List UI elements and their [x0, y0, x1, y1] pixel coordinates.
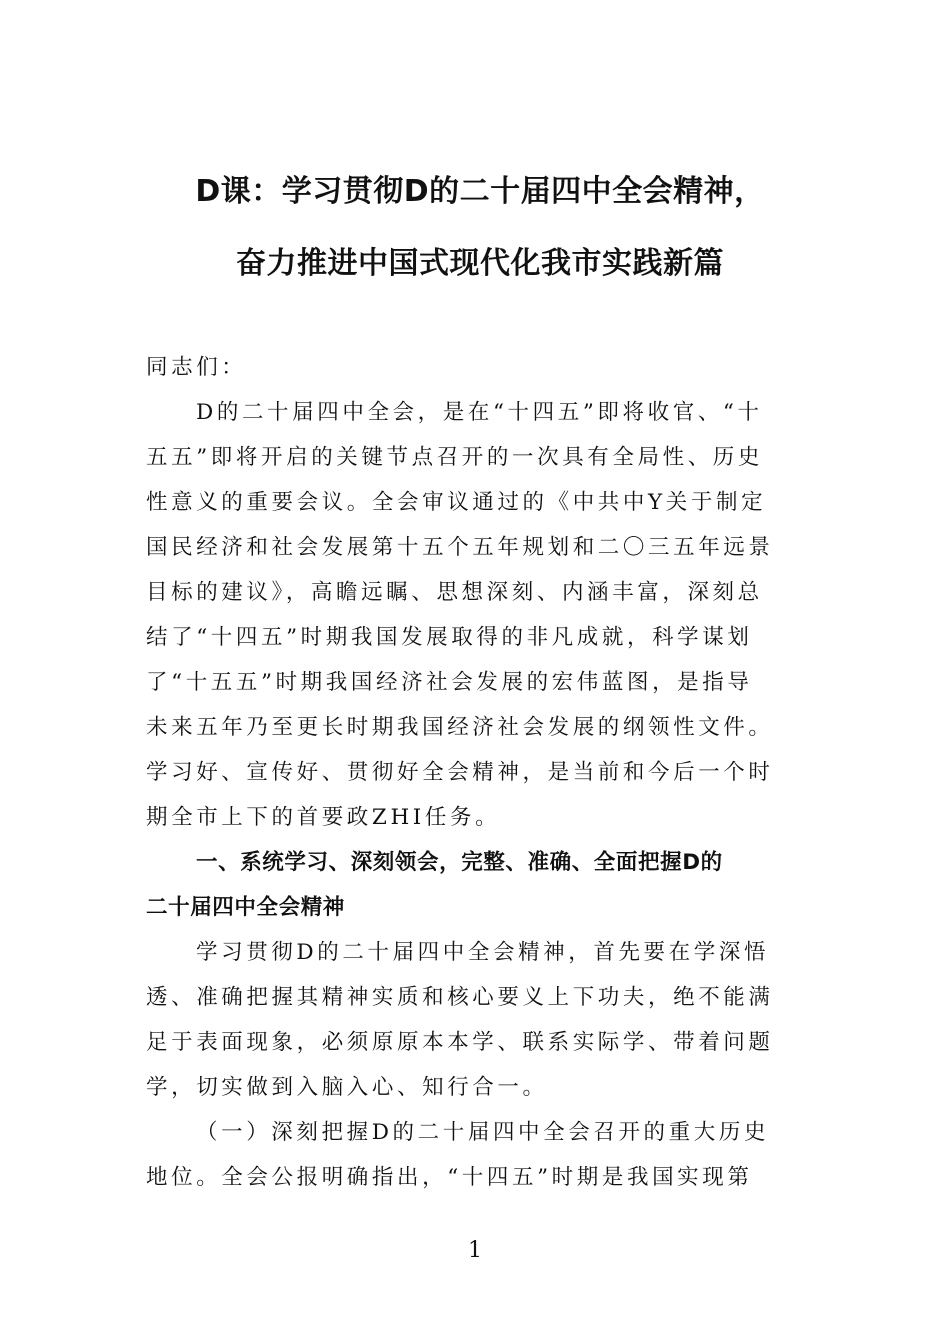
- section-1-heading-line: 二十届四中全会精神: [146, 895, 345, 920]
- paragraph-3-line: 地位。全会公报明确指出，“十四五”时期是我国实现第: [146, 1165, 753, 1190]
- paragraph-1-line: 结了“十四五”时期我国发展取得的非凡成就，科学谋划: [146, 625, 753, 650]
- document-title-line-1: D课：学习贯彻D的二十届四中全会精神，: [195, 174, 765, 209]
- salutation: 同志们：: [146, 355, 247, 380]
- paragraph-1-line: 五五”即将开启的关键节点召开的一次具有全局性、历史: [146, 445, 763, 470]
- section-1-heading-line: 一、系统学习、深刻领会，完整、准确、全面把握D的: [196, 850, 723, 875]
- paragraph-1-line: 学习好、宣传好、贯彻好全会精神，是当前和今后一个时: [146, 760, 774, 785]
- paragraph-1-line: 了“十五五”时期我国经济社会发展的宏伟蓝图，是指导: [146, 670, 753, 695]
- paragraph-2-line: 足于表面现象，必须原原本本学、联系实际学、带着问题: [146, 1030, 774, 1055]
- paragraph-1-line: D的二十届四中全会，是在“十四五”即将收官、“十: [196, 400, 763, 425]
- document-title-line-2: 奋力推进中国式现代化我市实践新篇: [236, 246, 724, 281]
- paragraph-1-line: 性意义的重要会议。全会审议通过的《中共中Y关于制定: [146, 490, 767, 515]
- paragraph-1-line: 目标的建议》，高瞻远瞩、思想深刻、内涵丰富，深刻总: [146, 580, 763, 605]
- paragraph-2-line: 学，切实做到入脑入心、知行合一。: [146, 1075, 548, 1100]
- page-number: 1: [468, 1238, 482, 1263]
- paragraph-3-line: （一）深刻把握D的二十届四中全会召开的重大历史: [196, 1120, 770, 1145]
- paragraph-2-line: 透、准确把握其精神实质和核心要义上下功夫，绝不能满: [146, 985, 774, 1010]
- paragraph-2-line: 学习贯彻D的二十届四中全会精神，首先要在学深悟: [196, 940, 770, 965]
- paragraph-1-line: 期全市上下的首要政ZHI任务。: [146, 805, 501, 830]
- paragraph-1-line: 未来五年乃至更长时期我国经济社会发展的纲领性文件。: [146, 715, 774, 740]
- paragraph-1-line: 国民经济和社会发展第十五个五年规划和二〇三五年远景: [146, 535, 774, 560]
